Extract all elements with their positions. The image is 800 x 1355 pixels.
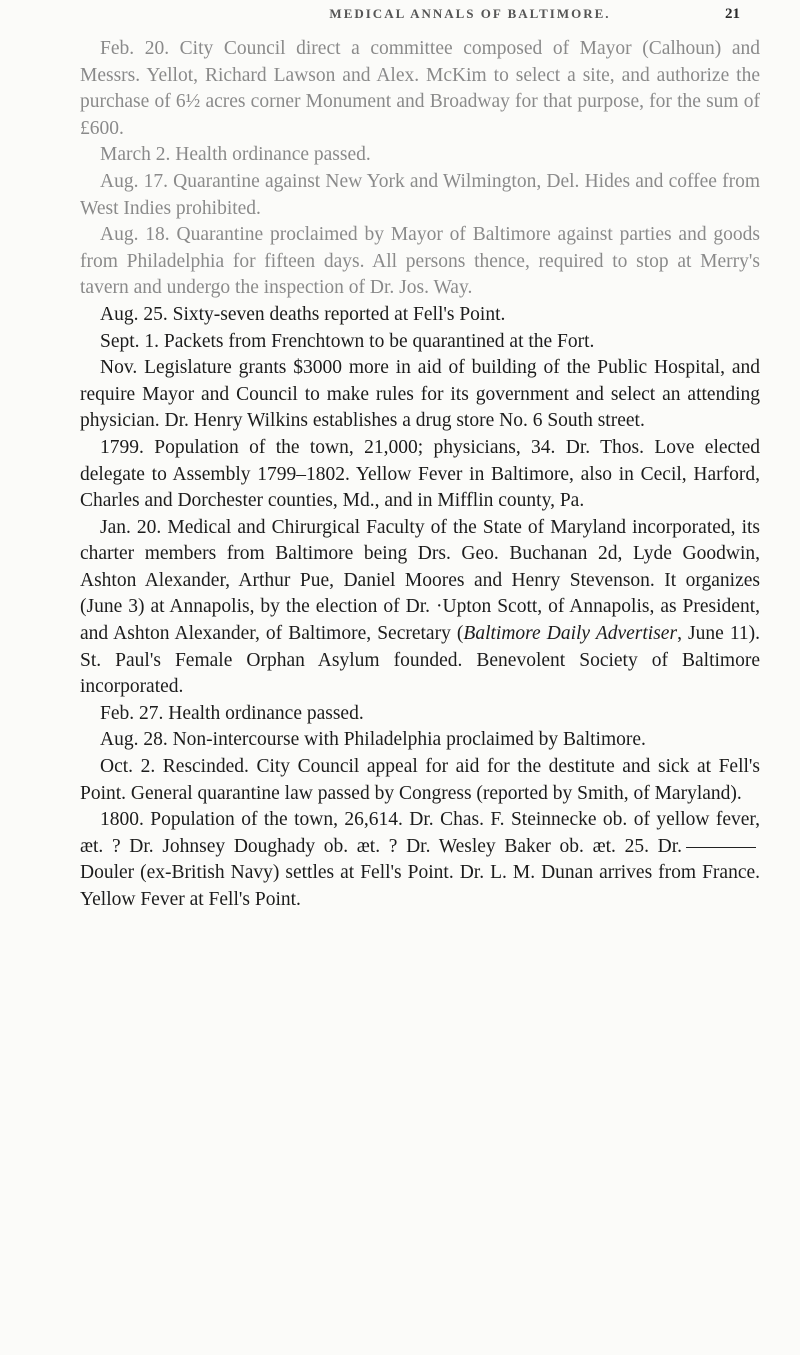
entry-aug-25 [80,302,760,329]
entry-1799 [80,435,760,515]
page-header [0,6,800,26]
entry-text: Quarantine proclaimed by Mayor of Baltimore against parties and goods from Philadelphia for fifteen days. All persons thence, required to stop at Merry's tavern and undergo the inspection of Dr. Jos. Way. [80,224,761,299]
entry-aug-17 [80,169,760,222]
entry-text: Population of the town, 26,614. Dr. Chas. F. Steinnecke ob. of yellow fever, æt. ? Dr. Johnsey Doughady ob. æt. ? Dr. Wesley Baker ob. æt. 25. Dr. [80,809,760,857]
entry-date: Aug. 28. [100,729,168,751]
entry-1800 [80,807,760,913]
entry-jan-20 [80,515,760,701]
entry-text: Rescinded. City Council appeal for aid for the destitute and sick at Fell's Point. General quarantine law passed by Congress (reported by Smith, of Maryland). [80,756,761,804]
entry-aug-28 [80,727,760,754]
entry-text: Non-intercourse with Philadelphia proclaimed by Baltimore. [172,729,646,751]
entry-nov [80,355,760,435]
entry-date: Feb. 27. [100,702,164,724]
entry-march-2 [80,142,760,169]
newspaper-title: Baltimore Daily Advertiser [463,623,678,645]
entry-text: City Council direct a committee composed of Mayor (Calhoun) and Messrs. Yellot, Richard Lawson and Alex. McKim to select a site, and authorize the purchase of 6½ acres corner Monument and Broadway for that purpose, for the sum of £600. [80,38,761,139]
entry-text: Legislature grants $3000 more in aid of building of the Public Hospital, and require Mayor and Council to make rules for its government and select an attending physician. Dr. Henry Wilkins establishes a drug store No. 6 South street. [80,357,760,432]
entry-date: Jan. 20. [100,516,162,538]
entry-text-continued: , June 11). St. Paul's Female Orphan Asylum founded. Benevolent Society of Baltimore incorporated. [80,623,761,698]
entry-date: Oct. 2. [100,756,156,778]
entry-date: Feb. 20. [100,38,170,59]
entry-text: Quarantine against New York and Wilmington, Del. Hides and coffee from West Indies prohibited. [80,170,760,219]
running-head: MEDICAL ANNALS OF BALTIMORE. [329,6,611,21]
entry-date: Aug. 17. [100,170,168,192]
entry-text: Sixty-seven deaths reported at Fell's Point. [172,303,506,325]
entry-text-continued: Douler (ex-British Navy) settles at Fell's Point. Dr. L. M. Dunan arrives from France. Yellow Fever at Fell's Point. [80,862,760,910]
entry-date: Aug. 25. [100,303,168,325]
entry-date: Nov. [100,357,138,379]
entry-date: March 2. [100,144,171,166]
entry-oct-2 [80,754,760,807]
entry-date: 1800. [100,809,144,831]
entry-date: 1799. [100,436,144,458]
name-blank-line [686,847,756,848]
entry-feb-27 [80,701,760,728]
entry-text: Packets from Frenchtown to be quarantined at the Fort. [163,330,595,352]
entry-text: Medical and Chirurgical Faculty of the State of Maryland incorporated, its charter members from Baltimore being Drs. Geo. Buchanan 2d, Lyde Goodwin, Ashton Alexander, Arthur Pue, Daniel Moores and Henry Stevenson. It organizes (June 3) at Annapolis, by the election of Dr. ·Upton Scott, of Annapolis, as President, and Ashton Alexander, of Baltimore, Secretary ( [80,516,761,645]
entry-feb-20 [80,36,760,142]
page-number: 21 [725,6,740,22]
annals-text [80,36,760,914]
entry-date: Aug. 18. [100,224,170,246]
entry-sept-1 [80,329,760,356]
entry-aug-18 [80,222,760,302]
entry-text: Health ordinance passed. [175,144,371,166]
entry-text: Population of the town, 21,000; physicians, 34. Dr. Thos. Love elected delegate to Assembly 1799–1802. Yellow Fever in Baltimore, also in Cecil, Harford, Charles and Dorchester counties, Md., and in Mifflin county, Pa. [80,436,761,512]
entry-date: Sept. 1. [100,330,160,352]
entry-text: Health ordinance passed. [168,702,364,724]
